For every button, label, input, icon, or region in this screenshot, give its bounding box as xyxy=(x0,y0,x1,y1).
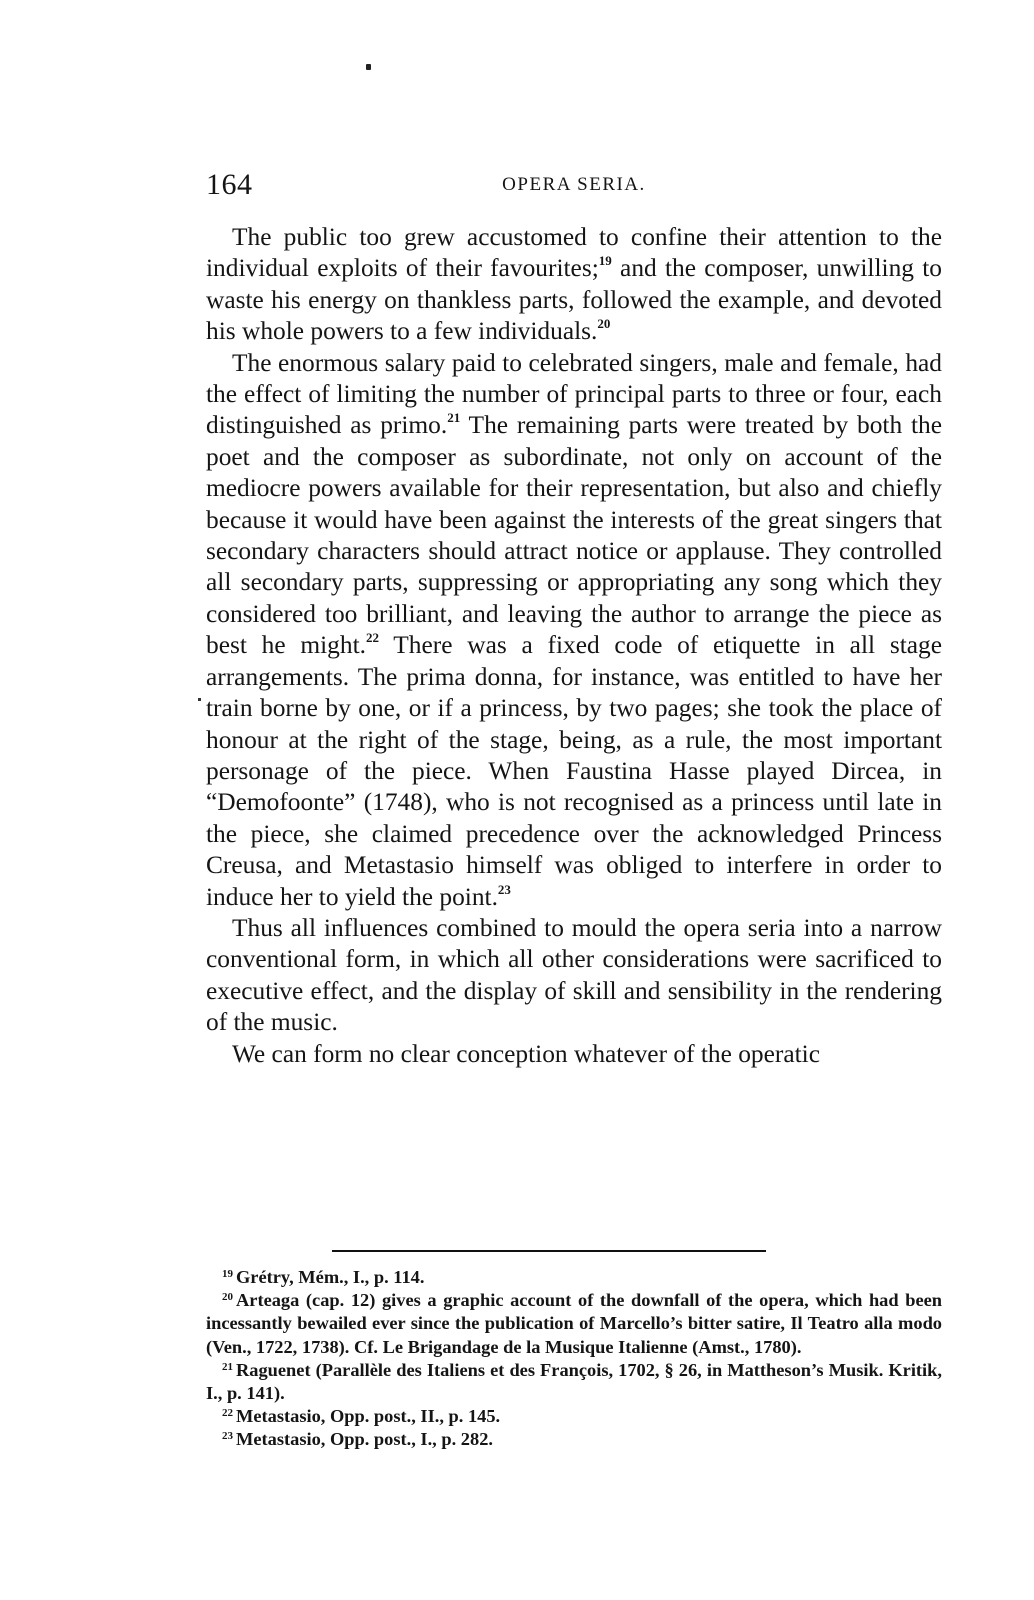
paragraph: The enormous salary paid to celebrated singers, male and female, had the effect of limiting the number of principal parts to three or four, each distinguished as primo.$^{21}$ The remaining parts were treated by both the poet and the composer as subordinate, not only on account of the mediocre powers available for their representation, but also and chiefly because it would have been against the interests of the great singers that secondary characters should attract notice or applause. They controlled all secondary parts, suppressing or appropriating any song which they considered too brilliant, and leaving the author to arrange the piece as best he might.$^{22}$ There was a fixed code of etiquette in all stage arrangements. The prima donna, for instance, was entitled to have her train borne by one, or if a princess, by two pages; she took the place of honour at the right of the stage, being, as a rule, the most important personage of the piece. When Faustina Hasse played Dircea, in “Demofoonte” (1748), who is not recognised as a princess until late in the piece, she claimed precedence over the acknowledged Princess Creusa, and Metastasio himself was obliged to interfere in order to induce her to yield the point.$^{23}$ xyxy=(206,348,942,911)
footnote-number: 20 xyxy=(222,1291,233,1304)
footnote-ref[interactable]: 21 xyxy=(447,410,461,426)
footnotes xyxy=(206,1266,942,1452)
footnote-number: 21 xyxy=(222,1360,233,1373)
footnote-divider xyxy=(332,1250,766,1252)
footnote-number: 19 xyxy=(222,1268,233,1280)
footnote-number: 23 xyxy=(222,1430,233,1443)
footnote: $^{22}$ Metastasio, Opp. post., II., p. 145. xyxy=(222,1406,501,1427)
body-text xyxy=(206,222,942,1070)
footnote-number: 22 xyxy=(222,1407,233,1420)
footnote: $^{19}$ Grétry, Mém., I., p. 114. xyxy=(222,1267,425,1287)
page-number: 164 xyxy=(206,168,253,201)
footnote-ref[interactable]: 22 xyxy=(365,630,379,646)
footnote-ref[interactable]: 23 xyxy=(497,881,511,897)
page-header xyxy=(206,168,942,208)
running-title: OPERA SERIA. xyxy=(502,174,646,195)
footnote: $^{23}$ Metastasio, Opp. post., I., p. 282. xyxy=(222,1429,493,1450)
footnote-ref[interactable]: 20 xyxy=(597,316,611,332)
paragraph: The public too grew accustomed to confine their attention to the individual exploits of their favourites;$^{19}$ and the composer, unwilling to waste his energy on thankless parts, followed the example, and devoted his whole powers to a few individuals.$^{20}$ xyxy=(206,223,942,346)
margin-mark xyxy=(198,698,201,701)
footnote-ref[interactable]: 19 xyxy=(598,253,612,269)
paragraph: Thus all influences combined to mould the opera seria into a narrow conventional form, in which all other considerations were sacrificed to executive effect, and the display of skill and sensibility in the rendering of the music. xyxy=(206,913,942,1037)
paragraph: We can form no clear conception whatever of the operatic xyxy=(232,1039,821,1068)
footnote: $^{20}$ Arteaga (cap. 12) gives a graphic account of the downfall of the opera, which had been incessantly bewailed ever since the publication of Marcello’s bitter satire, Il Teatro alla modo (Ven., 1722, 1738). Cf. Le Brigandage de la Musique Italienne (Amst., 1780). xyxy=(206,1290,942,1357)
scan-speck xyxy=(366,64,371,70)
footnote: $^{21}$ Raguenet (Parallèle des Italiens et des François, 1702, § 26, in Mattheson’s Musik. Kritik, I., p. 141). xyxy=(206,1359,942,1404)
